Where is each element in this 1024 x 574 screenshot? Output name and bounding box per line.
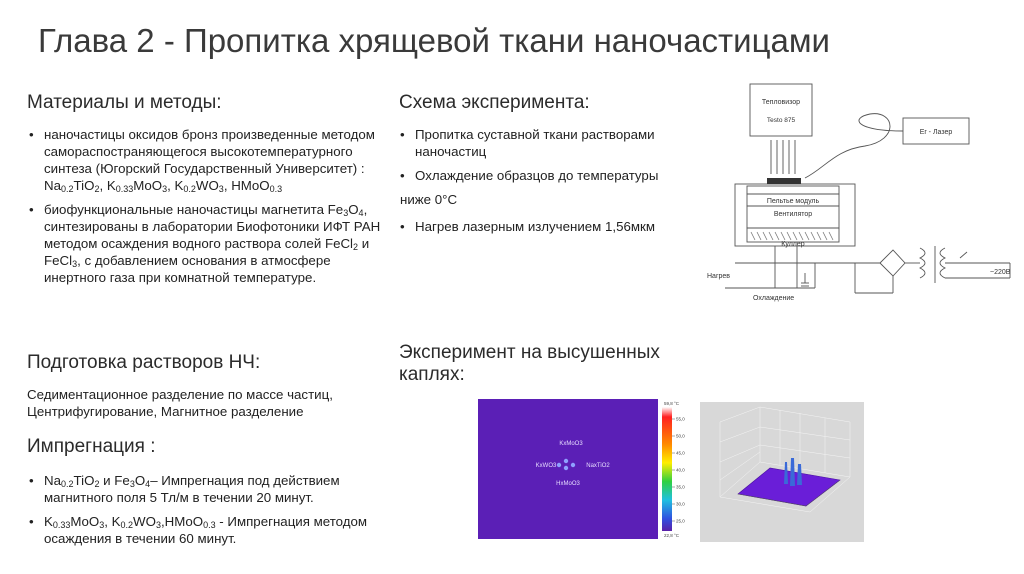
testo-label: Testo 875 (766, 117, 796, 124)
subscript: 4 (358, 208, 364, 218)
materials-list-wrap (29, 126, 389, 293)
text-run: O (348, 202, 359, 217)
sample-holder (767, 178, 801, 184)
thermovisor-box (750, 84, 812, 136)
prep-text: Седиментационное разделение по массе частиц, Центрифугирование, Магнитное разделение (27, 387, 333, 419)
subscript: 3 (343, 208, 349, 218)
text-run: , K (104, 514, 121, 529)
scale-tick-label: 45,0 (676, 450, 685, 456)
text-run: WO (133, 514, 156, 529)
scheme-item: • Нагрев лазерным излучением 1,56мкм (400, 218, 710, 235)
scheme-heading: Схема эксперимента: (399, 92, 590, 113)
scale-tick-label: 55,0 (676, 416, 685, 422)
text-run: , синтезированы в лаборатории Биофотоники ИФТ РАН методом осаждения водного раствора солей FeCl (44, 202, 381, 251)
impregnation-heading: Импрегнация : (27, 436, 156, 457)
text-run: - Импрегнация методом осаждения в течении 60 минут. (44, 514, 368, 546)
subscript: 2 (353, 242, 359, 252)
impregnation-list-wrap (29, 472, 394, 554)
text-run: биофункциональные наночастицы магнетита Fe (44, 202, 344, 217)
thermal-image (478, 399, 692, 539)
text-run: TiO (73, 178, 95, 193)
prep-heading: Подготовка растворов НЧ: (27, 352, 261, 373)
text-run: ,HMoO (160, 514, 204, 529)
label-kxwo3: KxWO3 (535, 463, 557, 469)
scale-tick-label: 25,0 (676, 518, 685, 524)
subscript: 3 (155, 520, 161, 530)
subscript: 0.3 (203, 520, 216, 530)
scale-tick-label: 30,0 (676, 501, 685, 507)
scale-tick-label: 35,0 (676, 484, 685, 490)
scale-min: 22,8 °C (664, 533, 680, 538)
text-run: наночастицы оксидов бронз произведенные методом самораспостраняющегося высокотемпературного синтеза (Югорский Государственный Университет) : Na (44, 127, 375, 193)
temperature-scale (662, 407, 672, 531)
bullet-item (29, 513, 394, 547)
subscript: 3 (162, 184, 168, 194)
subscript: 0.3 (269, 184, 283, 194)
text-run: Na (44, 473, 61, 488)
fan-label: Вентилятор (773, 211, 813, 218)
text-run: , HMoO (223, 178, 270, 193)
scheme-line: ниже 0°С (400, 192, 458, 207)
text-run: K (44, 514, 53, 529)
label-hxmoo3: HxMoO3 (556, 481, 580, 487)
subscript: 0.2 (120, 520, 134, 530)
scheme-item: • Охлаждение образцов до температуры (400, 167, 710, 184)
label-kxmoo3: KxMoO3 (559, 441, 583, 447)
scheme-list-wrap (400, 126, 710, 242)
text-run: TiO (73, 473, 95, 488)
subscript: 3 (99, 520, 105, 530)
thermal-field (478, 399, 658, 539)
bullet-item (29, 126, 389, 194)
subscript: 2 (94, 184, 100, 194)
text-run: , K (167, 178, 184, 193)
text-run: и FeCl (44, 236, 370, 268)
subscript: 0.33 (115, 184, 134, 194)
text-run: , K (99, 178, 116, 193)
laser-label: Er - Лазер (919, 129, 953, 136)
impregnation-list (29, 472, 394, 547)
scale-max: 59,8 °C (664, 401, 680, 406)
subscript: 3 (129, 479, 135, 489)
voltage-label: ~220В (990, 269, 1011, 276)
cooling-label: Охлаждение (753, 295, 795, 302)
cooler-label: Куллер (781, 241, 805, 248)
text-run: MoO (133, 178, 163, 193)
peltier-label: Пельтье модуль (766, 198, 820, 205)
subscript: 0.2 (183, 184, 196, 194)
page-title: Глава 2 - Пропитка хрящевой ткани наночастицами (38, 22, 830, 59)
dried-drops-heading: Эксперимент на высушенных каплях: (399, 342, 660, 385)
scale-tick-label: 50,0 (676, 433, 685, 439)
subscript: 2 (94, 479, 100, 489)
text-run: O (134, 473, 146, 488)
text-run: – Импрегнация под действием магнитного поля 5 Тл/м в течении 20 минут. (44, 473, 340, 505)
text-run: MoO (70, 514, 100, 529)
heating-label: Нагрев (707, 273, 731, 280)
subscript: 0.33 (52, 520, 71, 530)
scheme-item: • Пропитка суставной ткани растворами наночастиц (400, 126, 710, 160)
thermovisor-label: Тепловизор (761, 99, 801, 106)
bullet-item (29, 201, 389, 286)
subscript: 0.2 (61, 479, 74, 489)
materials-list (29, 126, 389, 286)
subscript: 4 (145, 479, 151, 489)
text-run: , с добавлением основания в атмосфере инертного газа при комнатной температуре. (44, 253, 331, 285)
subscript: 0.2 (61, 184, 74, 194)
surface-plot-3d (700, 402, 864, 542)
text-run: и Fe (99, 473, 130, 488)
materials-heading: Материалы и методы: (27, 92, 222, 113)
bullet-item (29, 472, 394, 506)
scale-tick-label: 40,0 (676, 467, 685, 473)
subscript: 3 (72, 259, 78, 269)
label-naxtio2: NaxTiO2 (586, 463, 610, 469)
experiment-diagram (705, 78, 1021, 314)
subscript: 3 (218, 184, 224, 194)
text-run: WO (195, 178, 219, 193)
